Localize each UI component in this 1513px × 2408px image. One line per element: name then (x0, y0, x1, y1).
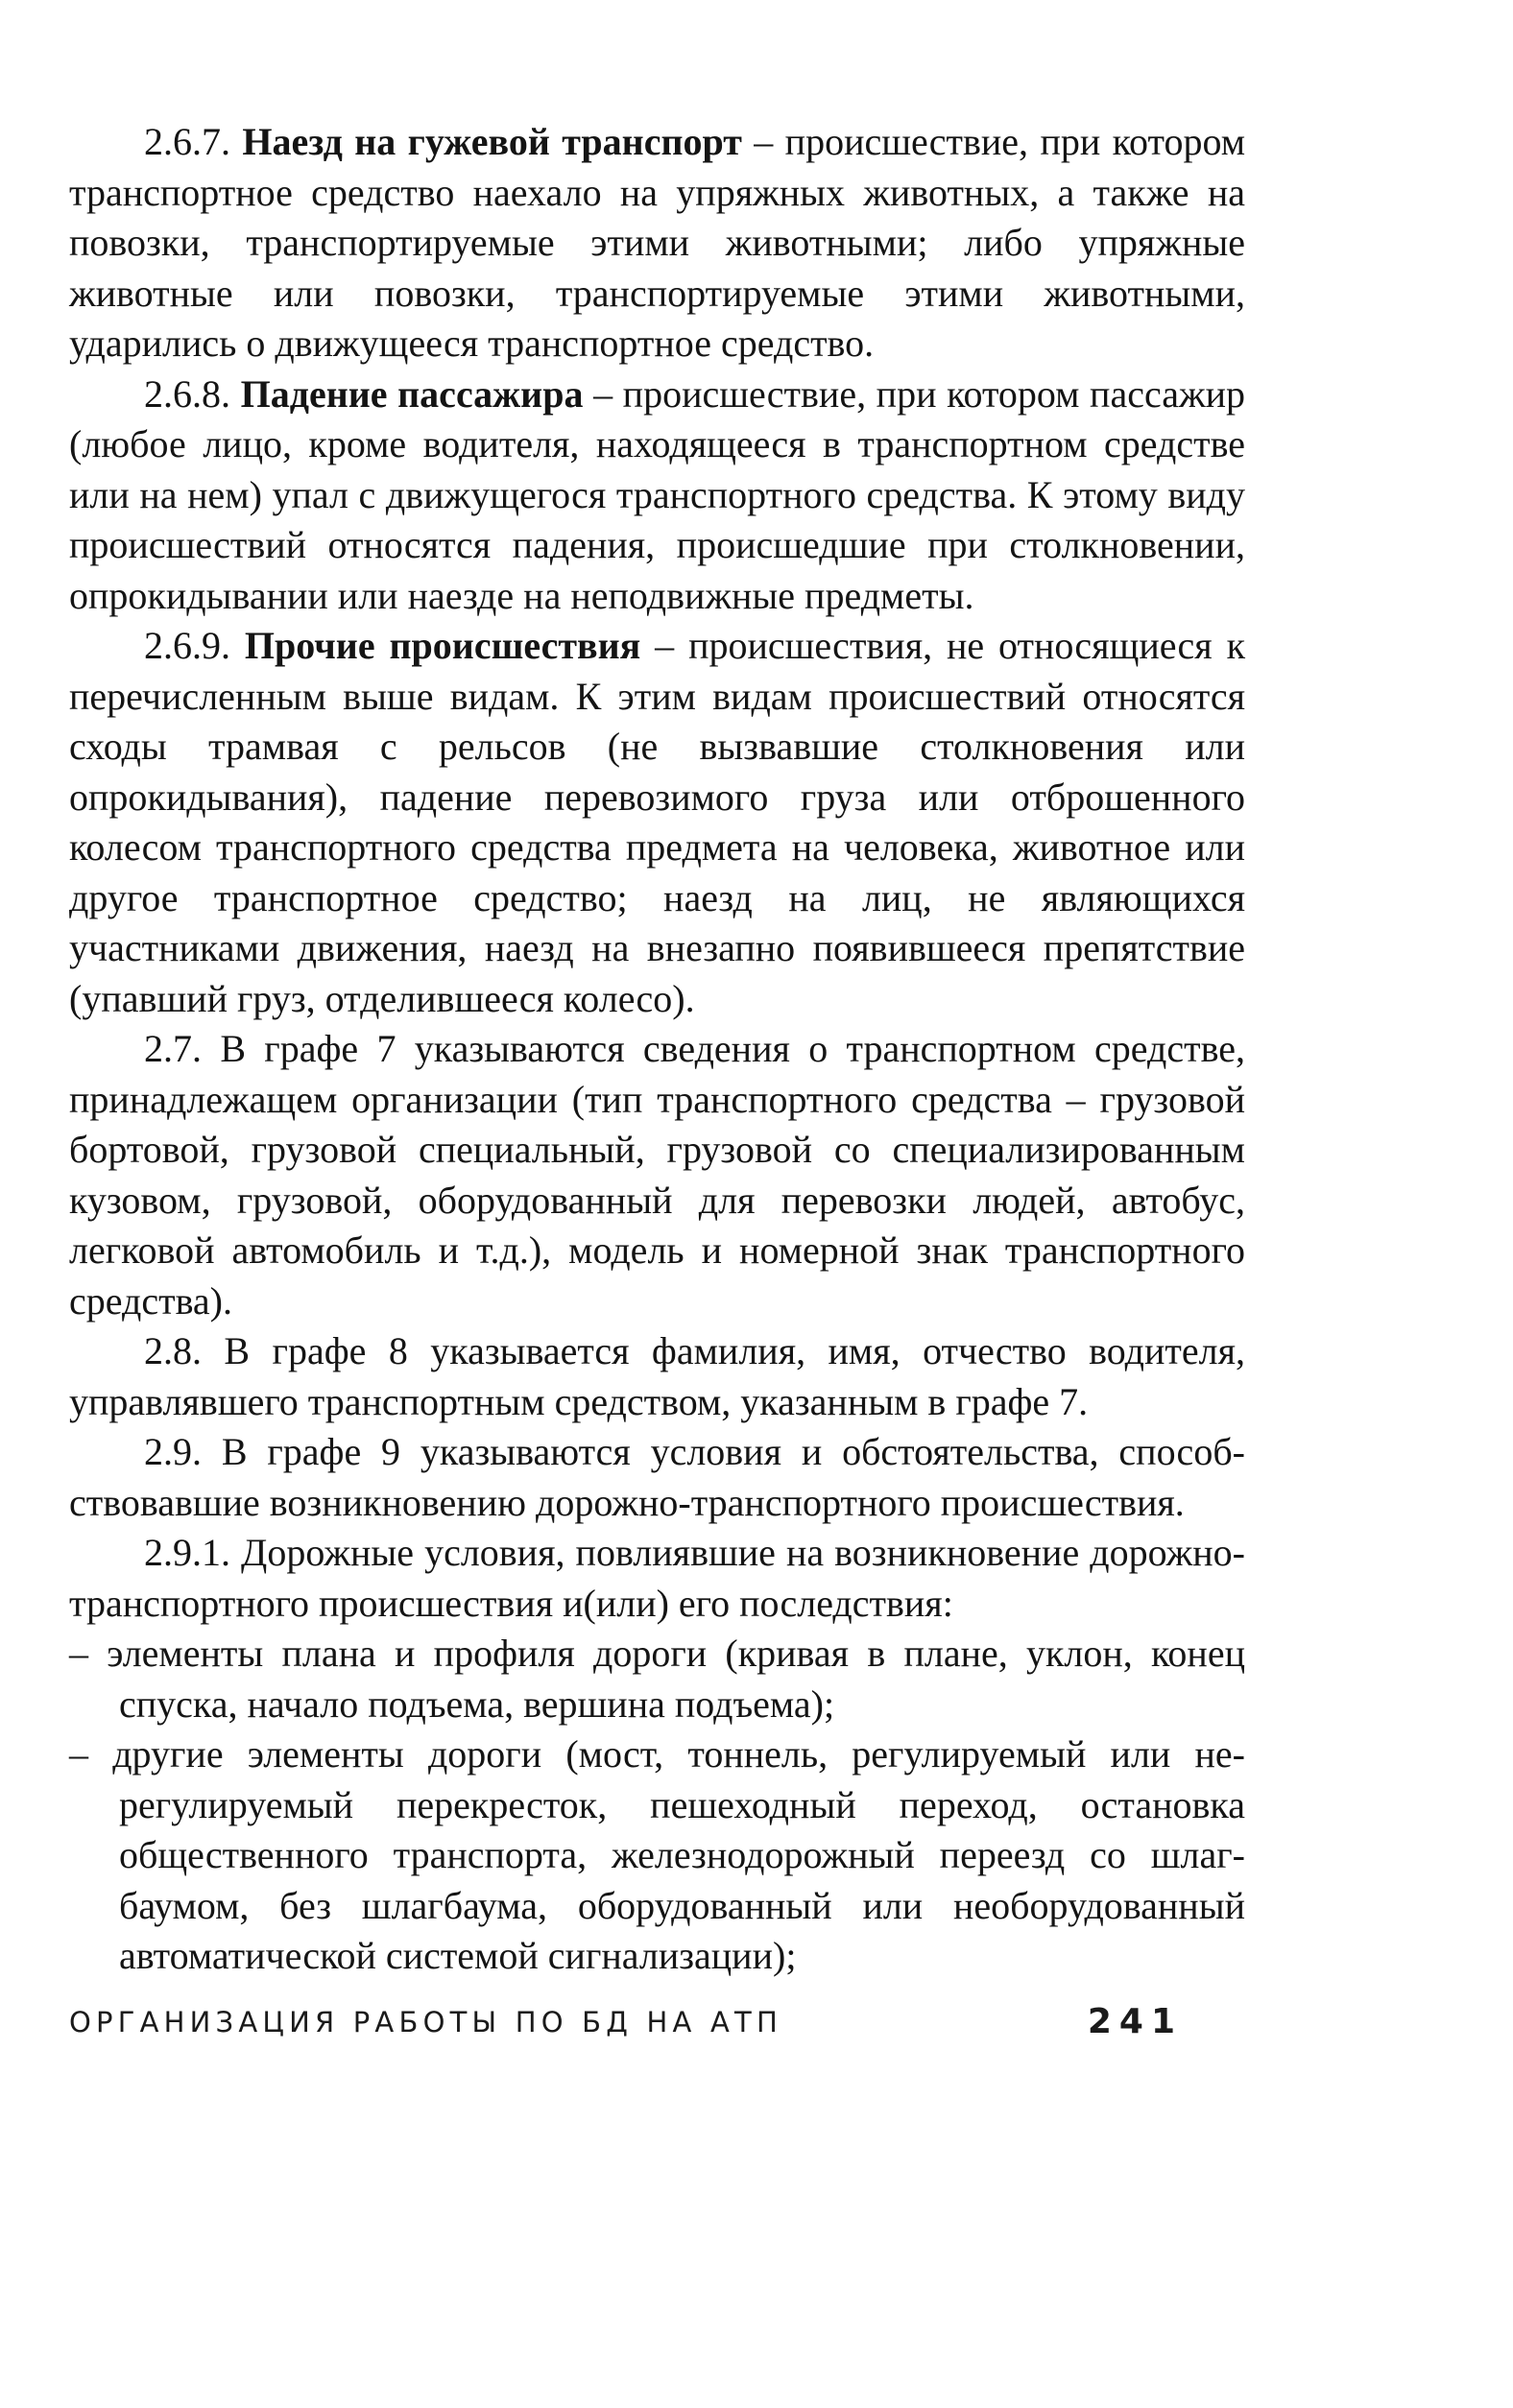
paragraph-2-7 (69, 1024, 1245, 1326)
paragraph-2-8 (69, 1326, 1245, 1427)
paragraph-number: 2.6.8. (144, 371, 230, 416)
page-footer (69, 2002, 1183, 2063)
paragraph-text: В графе 8 указывается фамилия, имя, отчество водителя, управлявшего транспортным средством, указанным в графе 7. (69, 1329, 1245, 1423)
paragraph-number: 2.9. (144, 1430, 202, 1473)
paragraph-number: 2.8. (144, 1329, 202, 1372)
paragraph-text: В графе 7 указываются сведения о транспортном средстве, принадлежащем организации (тип транспортного средства – грузовой бортовой, грузовой специальный, грузовой со специализированным кузовом, грузовой, оборудованный для перевозки людей, автобус, легковой автомобиль и т.д.), модель и номерной знак транспортного средства). (69, 1027, 1245, 1323)
paragraph-text: – происшествия, не относящиеся к перечисленным выше видам. К этим видам происшествий относятся сходы трамвая с рельсов (не вызвавшие столкновения или опрокидывания), падение перевозимого груза или отброшенного колесом транспортного средства предмета на человека, животное или другое транспортное средство; наезд на лиц, не являющихся участниками движения, наезд на внезапно появившееся препятствие (упавший груз, отделившееся колесо). (69, 624, 1245, 1020)
paragraph-number: 2.9.1. (144, 1531, 230, 1574)
paragraph-term: Наезд на гужевой транспорт (242, 120, 742, 163)
paragraph-number: 2.7. (144, 1027, 202, 1070)
paragraph-2-6-8 (69, 370, 1245, 622)
paragraph-2-6-9 (69, 621, 1245, 1024)
paragraph-number: 2.6.9. (144, 624, 230, 667)
paragraph-term: Прочие происшествия (244, 624, 641, 667)
list-item: – элементы плана и профиля дороги (кривая в плане, уклон, конец спуска, начало подъема, вершина подъема); (69, 1632, 1245, 1726)
paragraph-term: Падение пассажира (240, 371, 584, 416)
list-item: – другие элементы дороги (мост, тоннель, регулируемый или нерегулируемый перекресток, пешеходный переход, остановка общественного транспорта, железнодорожный переезд со шлагбаумом, без шлагбаума, оборудованный или необорудованный автоматической системой сигнализации); (69, 1732, 1245, 1977)
paragraph-text: – происшествие, при котором транспортное средство наехало на упряжных животных, а также на повозки, транспортируемые этими животными; либо упряжные животные или повозки, транспортируемые этими животными, ударились о движущееся транспортное средство. (69, 120, 1246, 365)
paragraph-2-9 (69, 1427, 1245, 1528)
page-body (69, 117, 1245, 1982)
paragraph-text: Дорожные условия, повлиявшие на возникновение дорожно-транспортного происшествия и(или) его последствия: (69, 1531, 1245, 1625)
page-number: 241 (1087, 2002, 1183, 2041)
paragraph-number: 2.6.7. (144, 120, 230, 163)
paragraph-2-9-1 (69, 1528, 1245, 1629)
paragraph-text: – происшествие, при котором пассажир (любое лицо, кроме водителя, находящееся в транспортном средстве или на нем) упал с движущегося транспортного средства. К этому виду происшествий относятся падения, происшедшие при столкновении, опрокидывании или наезде на неподвижные предметы. (69, 371, 1245, 617)
paragraph-2-6-7 (69, 117, 1245, 370)
paragraph-text: В графе 9 указываются условия и обстоятельства, способствовавшие возникновению дорожно-транспортного происшествия. (69, 1430, 1245, 1524)
running-footer-title: ОРГАНИЗАЦИЯ РАБОТЫ ПО БД НА АТП (69, 2006, 782, 2038)
